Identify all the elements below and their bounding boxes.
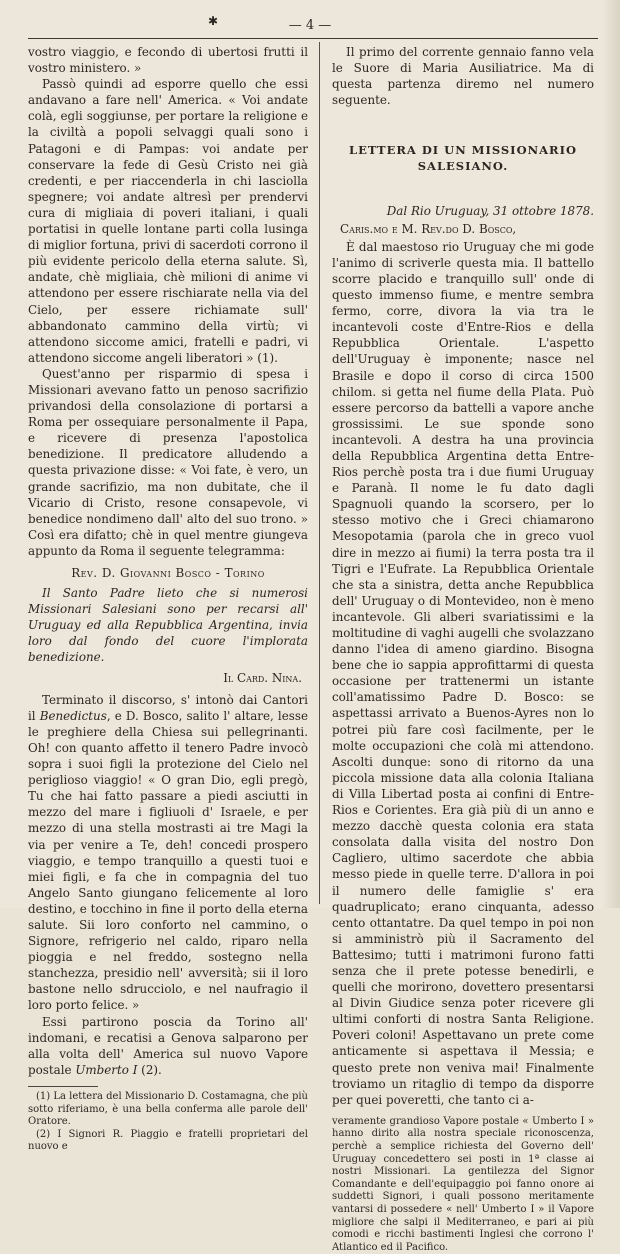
footnote-continuation [332,1116,594,1254]
page-fold-shadow [602,0,620,908]
paragraph: vostro viaggio, e fecondo di ubertosi frutti il vostro ministero. » [28,45,308,76]
salutation: Caris.mo e M. Rev.do D. Bosco, [340,221,517,236]
footnote-1: (1) La lettera del Missionario D. Costamagna, che più sotto riferiamo, è una bella conferma alle parole dell' Oratore. [28,1090,308,1128]
right-column [332,44,594,1254]
footnote-2: (2) I Signori R. Piaggio e fratelli proprietari del nuovo e [28,1128,308,1153]
header-rule [28,38,598,39]
page-header [28,16,592,36]
letter-body: È dal maestoso rio Uruguay che mi gode l'animo di scriverle questa mia. Il battello scorre placido e tranquillo sull' onde di questo immenso fiume, e mentre sembra fermo, corre, divora la via tra le incantevoli coste d'Entre-Rios e della Repubblica Orientale. L'aspetto dell'Uruguay è imponente; nasce nel Brasile e dopo il corso di circa 1500 chilom. si getta nel fiume della Plata. Può essere percorso da battelli a vapore anche grossissimi. Le sue sponde sono incantevoli. A destra ha una provincia della Repubblica Argentina detta Entre-Rios perchè posta tra i due fiumi Uruguay e Paranà. Il nome le fu dato dagli Spagnuoli quando la scorsero, per lo stesso motivo che i Greci chiamarono Mesopotamia (parola che in greco vuol dire in mezzo ai fiumi) la terra posta tra il Tigri e l'Eufrate. La Repubblica Orientale che sta a sinistra, detta anche Repubblica dell' Uruguay o di Montevideo, non è meno incantevole. Gli alberi svariatissimi e la moltitudine di vaghi augelli che svolazzano danno l'idea di ameno giardino. Bisogna bene che io sappia approfittarmi di questa occasione per trattenermi un istante coll'amatissimo Padre D. Bosco: se aspettassi arrivato a Buenos-Ayres non lo potrei più fare così facilmente, per le molte occupazioni che colà mi attendono. Ascolti dunque: sono di ritorno da una piccola missione data alla colonia Italiana di Villa Libertad posta ai confini di Entre-Rios e Corientes. Era già più di un anno e mezzo dacchè questa colonia era stata consolata dalla visita del nostro Don Cagliero, ultimo sacerdote che abbia messo piede in quelle terre. D'allora in poi il numero delle famiglie s' era quadruplicato; erano cinquanta, adesso cento ottantatre. Da quel tempo in poi non si amministrò più il Sacramento del Battesimo; tutti i matrimoni furono fatti senza che il prete potesse benedirli, e quelli che morirono, dovettero presentarsi al Divin Giudice senza poter ricevere gli ultimi conforti di nostra Santa Religione. Poveri coloni! Aspettavano un prete come anticamente si aspettava il Messia; e questo prete non veniva mai! Finalmente troviamo un ritaglio di tempo da disporre per quei poveretti, che tanto ci a- [332,239,594,1107]
page-number: — 4 — [288,18,332,33]
paragraph: Quest'anno per risparmio di spesa i Missionari avevano fatto un penoso sacrifizio privandosi della consolazione di portarsi a Roma per ossequiare personalmente il Papa, e ricevere di presenza l'apostolica benedizione. Il predicatore alludendo a questa privazione disse: « Voi fate, è vero, un grande sacrifizio, ma non dubitate, che il Vicario di Cristo, resone consapevole, vi benedice nondimeno dall' alto del suo trono. » Così era difatto; chè in quel mentre giungeva appunto da Roma il seguente telegramma: [28,366,308,558]
paragraph: Essi partirono poscia da Torino all' indomani, e recatisi a Genova salparono per alla volta dell' America sul nuovo Vapore postale Umberto I (2). [28,1014,308,1077]
footnotes [28,1091,308,1154]
telegram-signature: Il Card. Nina. [223,670,302,685]
ornament-mark: ✱ [208,14,219,28]
paragraph: Terminato il discorso, s' intonò dai Cantori il Benedictus, e D. Bosco, salito l' altare, lesse le preghiere della Chiesa sui pellegrinanti. Oh! con quanto affetto il tenero Padre invocò sopra i suoi figli la protezione del Cielo nel periglioso viaggio! « O gran Dio, egli pregò, Tu che hai fatto passare a piedi asciutti in mezzo del mare i figliuoli d' Israele, e per mezzo di una stella mostrasti ai tre Magi la via per venire a Te, deh! concedi prospero viaggio, e tempo tranquillo a questi tuoi e miei figli, e fa che in compagnia del tuo Angelo Santo giungano felicemente al loro destino, e tocchino in fine il porto della eterna salute. Sii loro conforto nel cammino, o Signore, refrigerio nel caldo, riparo nella pioggia e nel freddo, sostegno nella stanchezza, presidio nell' avversità; sii il loro bastone nello sdrucciolo, e nel naufragio il loro porto felice. » [28,692,308,1013]
section-title: LETTERA DI UN MISSIONARIO SALESIANO. [349,143,577,174]
telegram-address: Rev. D. Giovanni Bosco - Torino [71,566,265,580]
left-column [28,44,308,1154]
paragraph: Passò quindi ad esporre quello che essi andavano a fare nell' America. « Voi andate colà, egli soggiunse, per portare la religione e la civiltà a popoli selvaggi quali sono i Patagoni e di Pampas: voi andate per conservare la fede di Gesù Cristo nei già credenti, e per riaccenderla in chi lasciolla spegnere; voi andate altresì per prendervi cura di migliaia di poveri italiani, i quali portatisi in quelle lontane parti colla lusinga di miglior fortuna, privi di sacerdoti corrono il più evidente pericolo della eterna salute. Sì, andate, chè migliaia, chè milioni di anime vi attendono per essere rischiarate nella via del Cielo, per essere richiamate sull' abbandonato cammino della virtù; vi attendono siccome amici, fratelli e padri, vi attendono siccome angeli liberatori » (1). [28,77,308,365]
column-divider [319,42,320,904]
footnote-rule [28,1086,98,1087]
footnote-continued-text: veramente grandioso Vapore postale « Umberto I » hanno dirito alla nostra speciale riconoscenza, perchè a semplice richiesta del Governo dell' Uruguay concedettero sei posti in 1ª classe ai nostri Missionari. La gentilezza del Signor Comandante e dell'equipaggio poi fanno onore ai suddetti Signori, i quali possono meritamente vantarsi di possedere « nell' Umberto I » il Vapore migliore che salpi il Mediterraneo, e pari ai più comodi e ricchi bastimenti Inglesi che corrono l' Atlantico ed il Pacifico. [332,1115,594,1253]
telegram-text: Il Santo Padre lieto che si numerosi Missionari Salesiani sono per recarsi all' Uruguay ed alla Repubblica Argentina, invia loro dal fondo del cuore l'implorata benedizione. [28,586,308,665]
dateline: Dal Rio Uruguay, 31 ottobre 1878. [386,203,594,218]
paragraph: Il primo del corrente gennaio fanno vela le Suore di Maria Ausiliatrice. Ma di questa partenza diremo nel numero seguente. [332,45,594,108]
